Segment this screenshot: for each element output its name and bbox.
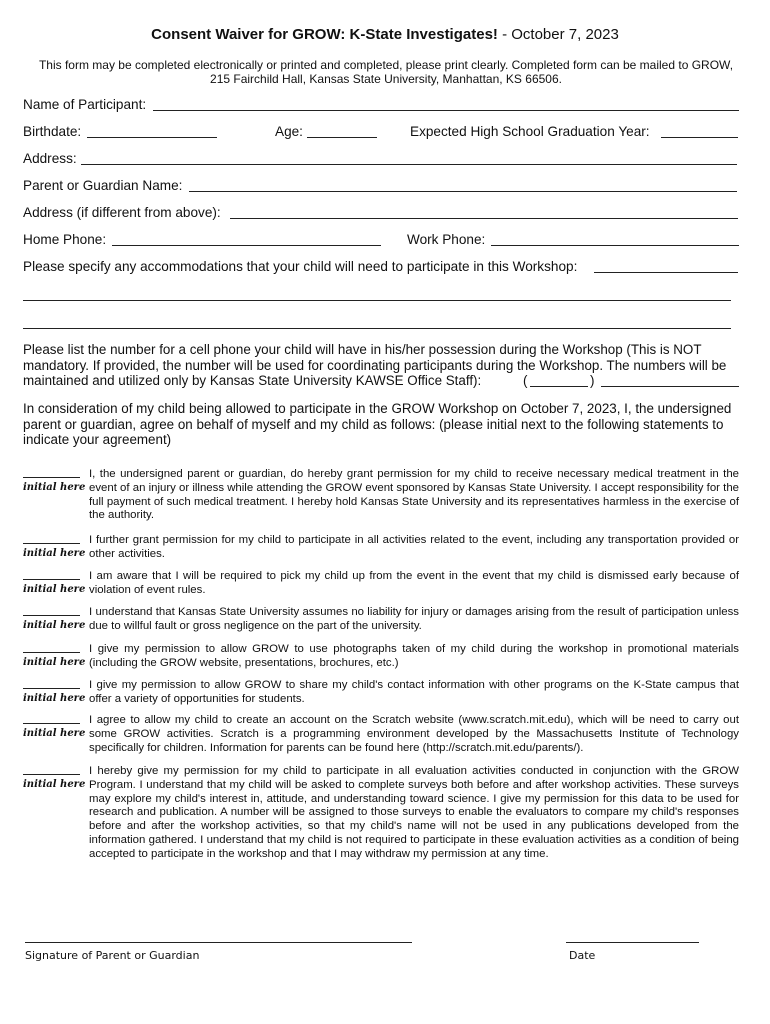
date-field[interactable] (566, 942, 699, 943)
initial-here-label: initial here (23, 584, 86, 595)
accommodations-field-3[interactable] (23, 328, 731, 329)
area-code-close-paren: ) (590, 373, 595, 388)
age-label: Age: (275, 124, 303, 139)
birthdate-label: Birthdate: (23, 124, 82, 139)
age-field[interactable] (307, 137, 377, 138)
home-phone-label: Home Phone: (23, 232, 107, 247)
initial-field[interactable] (23, 533, 80, 544)
guardian-name-field[interactable] (189, 191, 737, 192)
initial-field[interactable] (23, 764, 80, 775)
statement-text: I give my permission to allow GROW to use photographs taken of my child during the workshop in promotional materials (including the GROW website, presentations, brochures, etc.) (89, 643, 739, 669)
initial-here-label: initial here (23, 548, 86, 559)
initial-field[interactable] (23, 467, 80, 478)
statement-text: I further grant permission for my child to participate in all activities related to the event, including any transportation provided or other activities. (89, 534, 739, 560)
initial-here-label: initial here (23, 657, 86, 668)
cell-phone-number-field[interactable] (601, 386, 739, 387)
work-phone-label: Work Phone: (407, 232, 486, 247)
initial-here-label: initial here (23, 482, 86, 493)
initial-field[interactable] (23, 642, 80, 653)
title-accent: K-State Investigates! (349, 26, 498, 43)
statement-text: I am aware that I will be required to pick my child up from the event in the event that my child is dismissed early because of violation of event rules. (89, 570, 739, 596)
home-phone-field[interactable] (112, 245, 381, 246)
guardian-signature-label: Signature of Parent or Guardian (25, 949, 200, 962)
accommodations-label: Please specify any accommodations that your child will need to participate in this Workshop: (23, 259, 578, 274)
statement-text: I understand that Kansas State University assumes no liability for injury or damages arising from the result of participation unless due to willful fault or gross negligence on the part of the university. (89, 606, 739, 632)
cell-phone-area-code-field[interactable] (530, 386, 588, 387)
date-label: Date (569, 949, 596, 962)
initial-here-label: initial here (23, 779, 86, 790)
participant-name-field[interactable] (153, 110, 739, 111)
work-phone-field[interactable] (491, 245, 739, 246)
guardian-signature-field[interactable] (25, 942, 412, 943)
initial-field[interactable] (23, 605, 80, 616)
initial-field[interactable] (23, 678, 80, 689)
address-field[interactable] (81, 164, 737, 165)
initial-field[interactable] (23, 713, 80, 724)
area-code-open-paren: ( (523, 373, 528, 388)
alt-address-field[interactable] (230, 218, 738, 219)
alt-address-label: Address (if different from above): (23, 205, 221, 220)
statement-text: I, the undersigned parent or guardian, do hereby grant permission for my child to receive necessary medical treatment in the event of an injury or illness while attending the GROW event sponsored by Kansas State University. I accept responsibility for the full payment of such medical treatment. I hereby hold Kansas State University and its representatives harmless in the exercise of the authority. (89, 468, 739, 522)
birthdate-field[interactable] (87, 137, 217, 138)
accommodations-field-2[interactable] (23, 300, 731, 301)
statement-text: I agree to allow my child to create an account on the Scratch website (www.scratch.mit.edu), which will be need to carry out some GROW activities. Scratch is a programming environment developed by the Massachusetts Institute of Technology specifically for children. Information for parents can be found here (http://scratch.mit.edu/parents/). (89, 714, 739, 754)
initial-here-label: initial here (23, 620, 86, 631)
title-main: Consent Waiver for GROW: (151, 26, 350, 43)
consent-intro: In consideration of my child being allowed to participate in the GROW Workshop on October 7, 2023, I, the undersigned parent or guardian, agree on behalf of myself and my child as follows: (please initial next to the following statements to indicate your agreement) (23, 401, 732, 447)
participant-name-label: Name of Participant: (23, 97, 147, 112)
accommodations-field-1[interactable] (594, 272, 738, 273)
initial-here-label: initial here (23, 693, 86, 704)
title-date: - October 7, 2023 (497, 26, 619, 43)
guardian-name-label: Parent or Guardian Name: (23, 178, 183, 193)
graduation-year-field[interactable] (661, 137, 738, 138)
form-instructions: This form may be completed electronically or printed and completed, please print clearly. Completed form can be mailed to GROW, 215 Fairchild Hall, Kansas State University, Manhattan, KS 66506. (38, 58, 734, 86)
statement-text: I give my permission to allow GROW to share my child's contact information with other programs on the K-State campus that offer a variety of opportunities for students. (89, 679, 739, 705)
cell-phone-paragraph: Please list the number for a cell phone your child will have in his/her possession during the Workshop (This is NOT mandatory. If provided, the number will be used for coordinating participants during the Workshop. The numbers will be maintained and utilized only by Kansas State University KAWSE Office Staff): (23, 342, 727, 388)
page-title (0, 26, 770, 43)
address-label: Address: (23, 151, 77, 166)
graduation-year-label: Expected High School Graduation Year: (410, 124, 650, 139)
statement-text: I hereby give my permission for my child to participate in all evaluation activities conducted in conjunction with the GROW Program. I understand that my child will be asked to complete surveys both before and after workshop activities. These surveys may explore my child's interest in, attitude, and understanding toward science. I give my permission for this data to be used for research and publication. A number will be assigned to those surveys to enable the evaluators to compare my child's responses before and after the workshop activities, so that my child's name will not be used in any publications developed from the information gathered. I understand that my child is not required to participate in these evaluation activities as a condition of being accepted to participate in the workshop and that I may withdraw my permission at any time. (89, 765, 739, 860)
initial-here-label: initial here (23, 728, 86, 739)
initial-field[interactable] (23, 569, 80, 580)
